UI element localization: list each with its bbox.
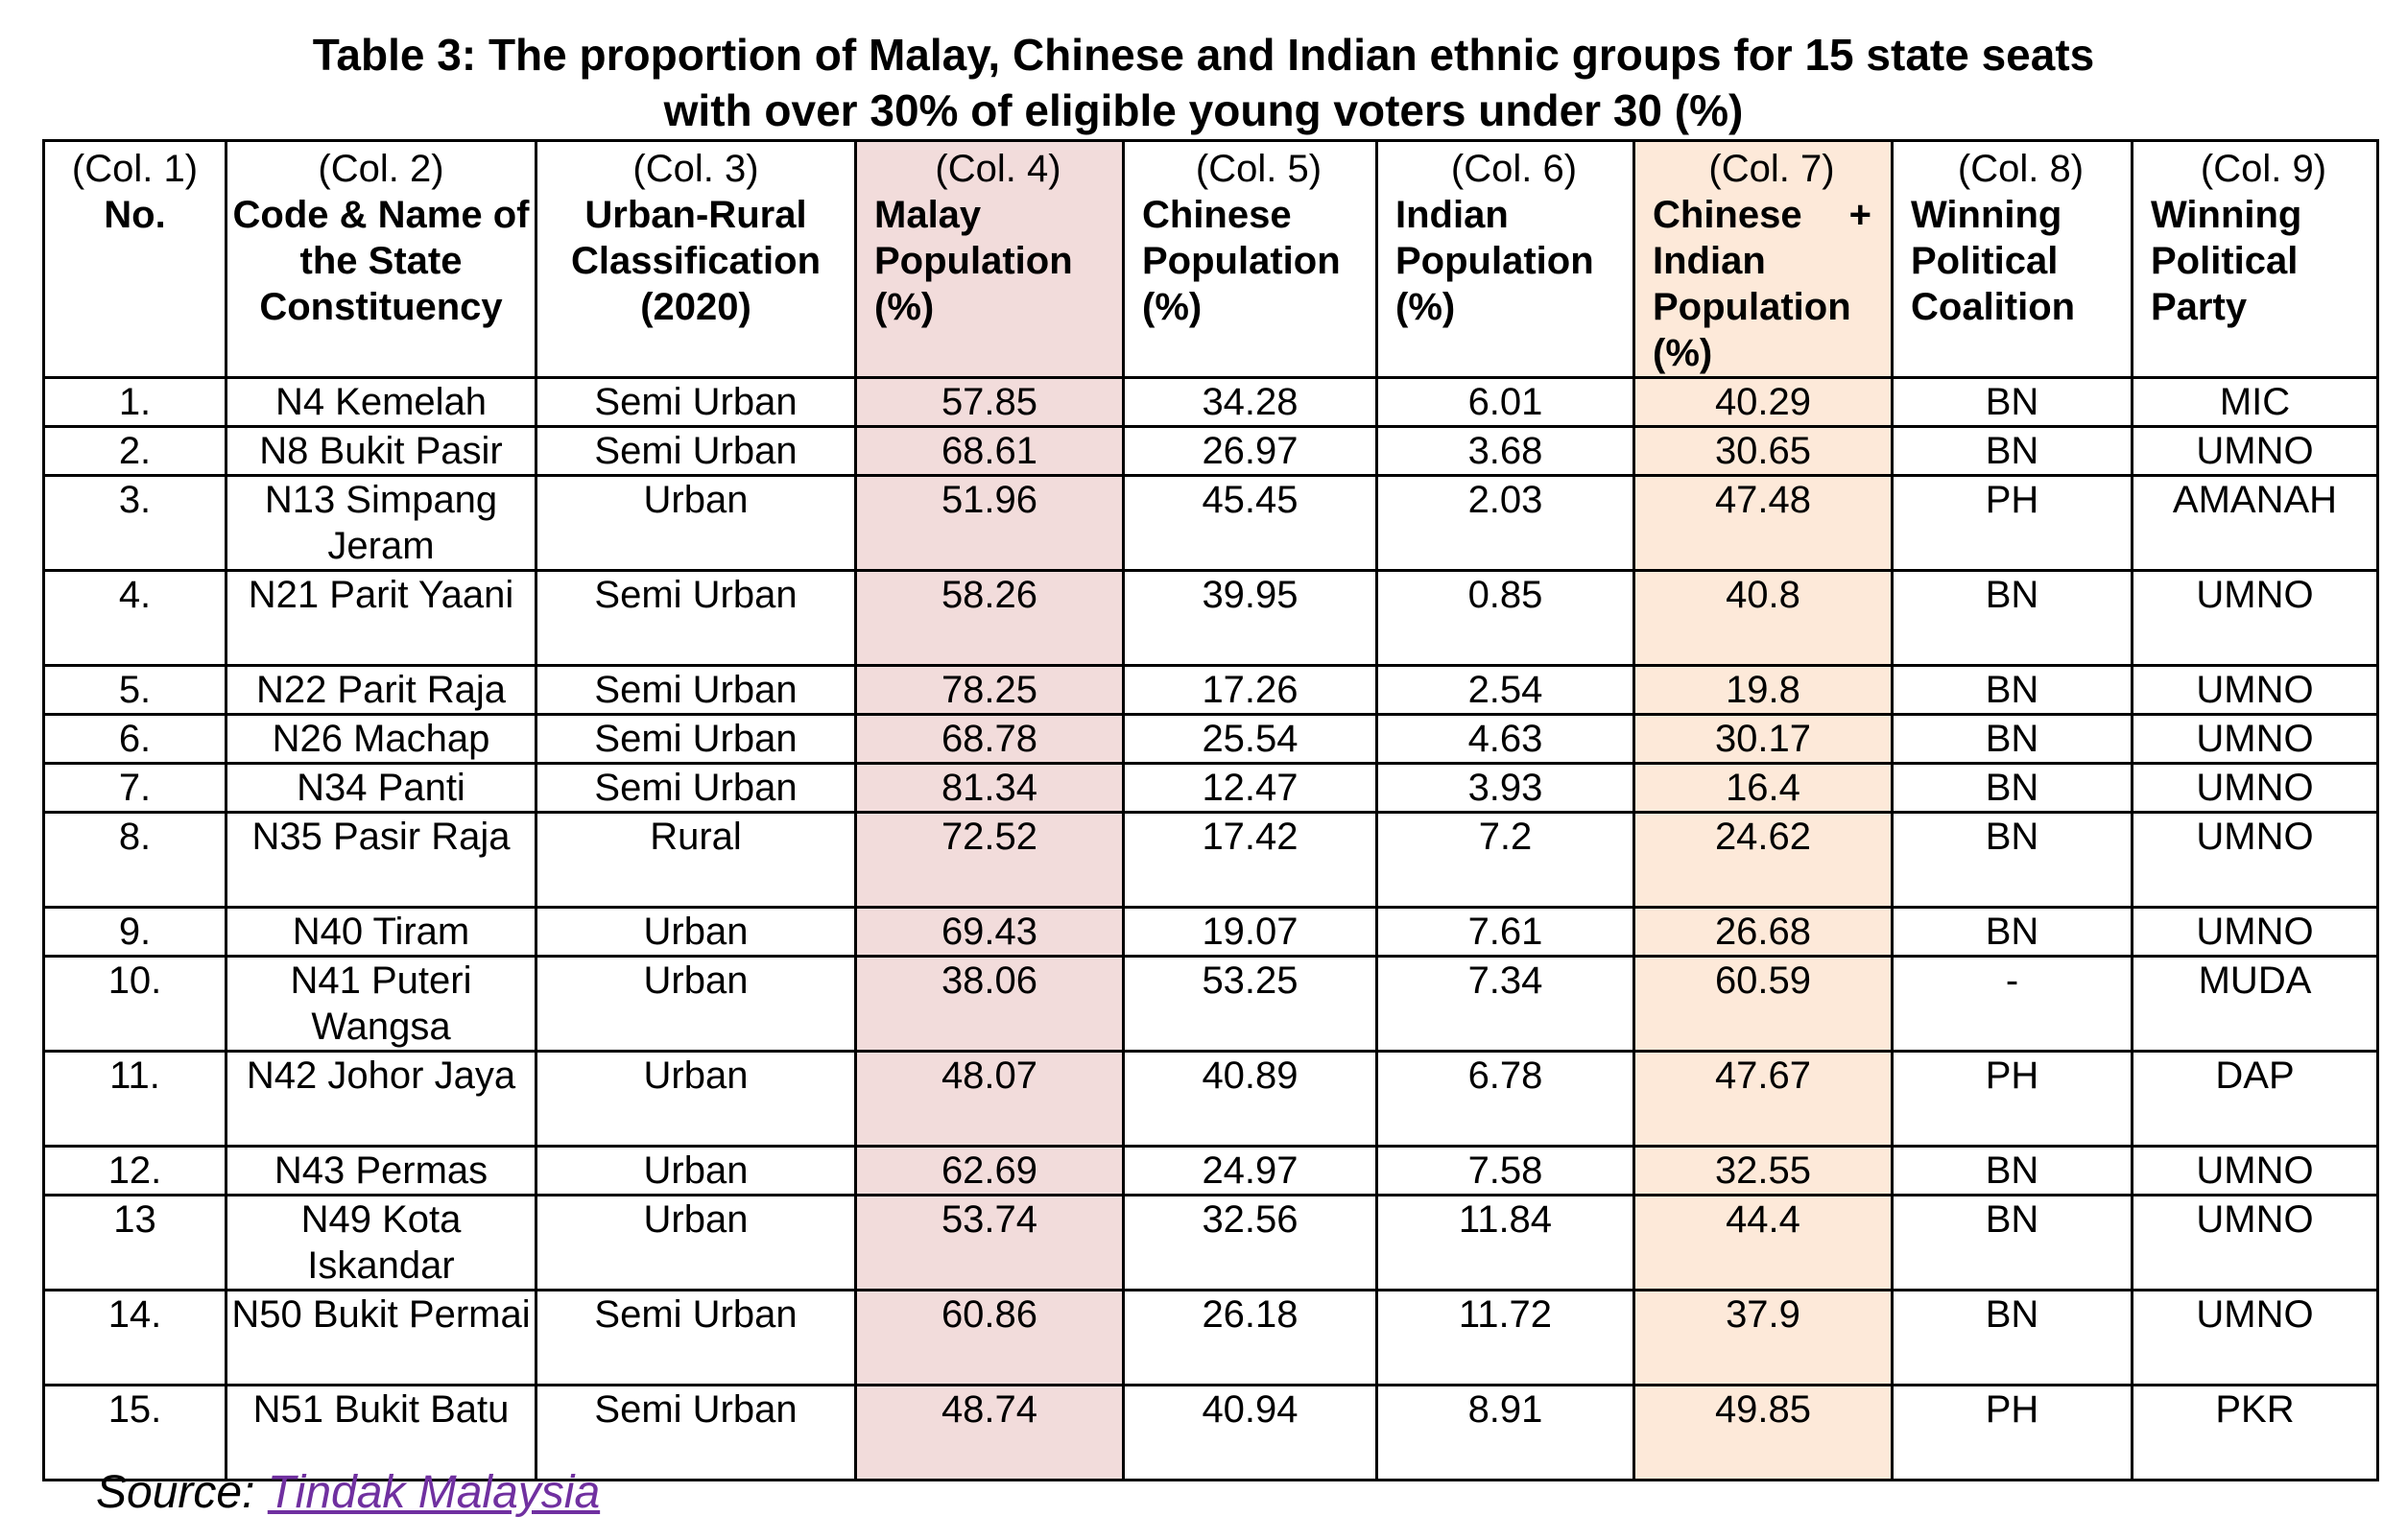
table-cell-col-4: 68.78 [856,715,1124,764]
table-cell-col-8: BN [1893,764,2133,813]
table-cell-col-4: 48.07 [856,1052,1124,1147]
table-row [44,715,2378,764]
table-cell-col-7: 44.4 [1634,1196,1893,1291]
table-cell-col-1: 11. [44,1052,226,1147]
table-cell-col-3: Semi Urban [536,764,856,813]
header-col-name: Chinese Population (%) [1142,194,1341,328]
table-cell-col-9: UMNO [2133,813,2378,908]
table-cell-col-9: UMNO [2133,908,2378,957]
header-col-9 [2133,141,2378,378]
source-link[interactable]: Tindak Malaysia [267,1467,601,1518]
table-cell-col-3: Semi Urban [536,666,856,715]
header-col-number: (Col. 5) [1195,148,1323,190]
table-row [44,476,2378,571]
table-cell-col-6: 6.78 [1377,1052,1634,1147]
table-cell-col-9: MIC [2133,378,2378,427]
table-cell-col-7: 24.62 [1634,813,1893,908]
table-cell-col-6: 2.03 [1377,476,1634,571]
table-cell-col-4: 48.74 [856,1386,1124,1481]
table-cell-col-8: PH [1893,1052,2133,1147]
table-cell-col-6: 11.72 [1377,1291,1634,1386]
table-cell-col-4: 78.25 [856,666,1124,715]
table-cell-col-6: 2.54 [1377,666,1634,715]
header-col-number: (Col. 9) [2200,148,2327,190]
header-col-name: Winning Political Coalition [1911,194,2076,328]
table-cell-col-1: 4. [44,571,226,666]
table-cell-col-1: 9. [44,908,226,957]
table-cell-col-3: Urban [536,1147,856,1196]
table-cell-col-5: 45.45 [1124,476,1377,571]
table-cell-col-9: UMNO [2133,1147,2378,1196]
table-cell-col-7: 30.65 [1634,427,1893,476]
table-cell-col-5: 34.28 [1124,378,1377,427]
table-cell-col-8: BN [1893,666,2133,715]
table-cell-col-8: BN [1893,1147,2133,1196]
table-cell-col-1: 10. [44,957,226,1052]
table-cell-col-5: 40.94 [1124,1386,1377,1481]
header-col-4 [856,141,1124,378]
table-cell-col-8: BN [1893,908,2133,957]
table-cell-col-3: Semi Urban [536,1386,856,1481]
table-cell-col-3: Semi Urban [536,378,856,427]
table-cell-col-3: Urban [536,1196,856,1291]
table-cell-col-5: 17.26 [1124,666,1377,715]
table-cell-col-9: UMNO [2133,764,2378,813]
table-cell-col-2: N26 Machap [226,715,536,764]
table-cell-col-2: N8 Bukit Pasir [226,427,536,476]
table-cell-col-5: 24.97 [1124,1147,1377,1196]
table-cell-col-1: 2. [44,427,226,476]
table-cell-col-2: N43 Permas [226,1147,536,1196]
table-cell-col-3: Urban [536,957,856,1052]
table-cell-col-9: PKR [2133,1386,2378,1481]
table-cell-col-9: UMNO [2133,1196,2378,1291]
table-cell-col-5: 17.42 [1124,813,1377,908]
table-body [44,378,2378,1481]
table-cell-col-4: 51.96 [856,476,1124,571]
table-row [44,1052,2378,1147]
header-col-name-line-1 [1653,192,1891,238]
header-col-number: (Col. 7) [1708,148,1835,190]
table-cell-col-1: 6. [44,715,226,764]
table-cell-col-3: Rural [536,813,856,908]
table-cell-col-6: 0.85 [1377,571,1634,666]
table-cell-col-2: N35 Pasir Raja [226,813,536,908]
table-cell-col-9: UMNO [2133,571,2378,666]
table-row [44,764,2378,813]
header-col-name: Urban-Rural Classification (2020) [570,194,822,328]
table-cell-col-4: 69.43 [856,908,1124,957]
table-cell-col-3: Semi Urban [536,1291,856,1386]
table-cell-col-2: N51 Bukit Batu [226,1386,536,1481]
source-label: Source: [96,1467,255,1518]
table-cell-col-6: 8.91 [1377,1386,1634,1481]
table-cell-col-4: 72.52 [856,813,1124,908]
header-col-name: Malay Population (%) [874,194,1073,328]
header-col-number: (Col. 8) [1957,148,2085,190]
table-cell-col-4: 53.74 [856,1196,1124,1291]
table-cell-col-4: 62.69 [856,1147,1124,1196]
table-cell-col-4: 57.85 [856,378,1124,427]
table-cell-col-1: 3. [44,476,226,571]
header-col-number: (Col. 1) [71,148,199,190]
table-cell-col-8: PH [1893,476,2133,571]
header-col-number: (Col. 6) [1450,148,1578,190]
table-cell-col-8: BN [1893,427,2133,476]
table-cell-col-5: 39.95 [1124,571,1377,666]
table-cell-col-7: 60.59 [1634,957,1893,1052]
header-col-3 [536,141,856,378]
table-cell-col-9: UMNO [2133,1291,2378,1386]
table-cell-col-7: 26.68 [1634,908,1893,957]
table-cell-col-9: UMNO [2133,715,2378,764]
table-cell-col-7: 37.9 [1634,1291,1893,1386]
table-cell-col-4: 38.06 [856,957,1124,1052]
header-col-name: No. [104,194,166,236]
table-cell-col-1: 12. [44,1147,226,1196]
table-cell-col-7: 40.29 [1634,378,1893,427]
table-cell-col-2: N4 Kemelah [226,378,536,427]
table-row [44,1147,2378,1196]
table-cell-col-2: N49 Kota Iskandar [226,1196,536,1291]
table-cell-col-8: BN [1893,715,2133,764]
table-cell-col-7: 47.48 [1634,476,1893,571]
table-cell-col-9: UMNO [2133,427,2378,476]
table-cell-col-4: 68.61 [856,427,1124,476]
table-cell-col-7: 49.85 [1634,1386,1893,1481]
table-cell-col-1: 7. [44,764,226,813]
table-cell-col-5: 26.18 [1124,1291,1377,1386]
table-cell-col-3: Semi Urban [536,427,856,476]
table-row [44,1196,2378,1291]
header-col-7 [1634,141,1893,378]
table-row [44,571,2378,666]
header-col-number: (Col. 3) [632,148,759,190]
table-row [44,666,2378,715]
table-cell-col-2: N42 Johor Jaya [226,1052,536,1147]
plus-sign: + [1848,194,1871,236]
table-cell-col-7: 30.17 [1634,715,1893,764]
data-table [42,139,2379,1481]
table-cell-col-3: Semi Urban [536,715,856,764]
table-cell-col-7: 16.4 [1634,764,1893,813]
table-cell-col-9: MUDA [2133,957,2378,1052]
table-cell-col-6: 4.63 [1377,715,1634,764]
table-row [44,378,2378,427]
table-cell-col-4: 60.86 [856,1291,1124,1386]
table-cell-col-3: Urban [536,476,856,571]
table-cell-col-3: Urban [536,1052,856,1147]
header-col-name-chinese: Chinese [1653,194,1802,236]
table-cell-col-8: BN [1893,378,2133,427]
table-cell-col-6: 11.84 [1377,1196,1634,1291]
table-cell-col-1: 15. [44,1386,226,1481]
table-cell-col-1: 5. [44,666,226,715]
table-cell-col-8: - [1893,957,2133,1052]
table-cell-col-2: N22 Parit Raja [226,666,536,715]
table-cell-col-3: Urban [536,908,856,957]
header-col-name: Winning Political Party [2151,194,2302,328]
table-cell-col-2: N21 Parit Yaani [226,571,536,666]
table-cell-col-1: 8. [44,813,226,908]
table-cell-col-2: N41 Puteri Wangsa [226,957,536,1052]
header-col-name: Indian Population (%) [1395,194,1594,328]
table-cell-col-7: 47.67 [1634,1052,1893,1147]
table-cell-col-5: 32.56 [1124,1196,1377,1291]
header-col-8 [1893,141,2133,378]
table-cell-col-5: 26.97 [1124,427,1377,476]
table-cell-col-8: BN [1893,1196,2133,1291]
header-col-5 [1124,141,1377,378]
header-col-number: (Col. 4) [935,148,1061,190]
table-cell-col-6: 7.58 [1377,1147,1634,1196]
header-col-name: Code & Name of the State Constituency [232,194,530,328]
header-col-6 [1377,141,1634,378]
table-cell-col-2: N40 Tiram [226,908,536,957]
table-cell-col-7: 19.8 [1634,666,1893,715]
table-cell-col-9: AMANAH [2133,476,2378,571]
table-cell-col-5: 19.07 [1124,908,1377,957]
table-cell-col-6: 7.61 [1377,908,1634,957]
table-cell-col-7: 32.55 [1634,1147,1893,1196]
table-cell-col-6: 6.01 [1377,378,1634,427]
table-cell-col-6: 7.34 [1377,957,1634,1052]
table-row [44,908,2378,957]
table-cell-col-3: Semi Urban [536,571,856,666]
table-cell-col-9: UMNO [2133,666,2378,715]
table-cell-col-1: 14. [44,1291,226,1386]
table-cell-col-4: 58.26 [856,571,1124,666]
table-cell-col-6: 7.2 [1377,813,1634,908]
table-cell-col-2: N50 Bukit Permai [226,1291,536,1386]
table-cell-col-9: DAP [2133,1052,2378,1147]
table-cell-col-8: BN [1893,571,2133,666]
table-cell-col-1: 13 [44,1196,226,1291]
table-cell-col-4: 81.34 [856,764,1124,813]
header-col-number: (Col. 2) [318,148,444,190]
title-line-2: with over 30% of eligible young voters under 30 (%) [663,85,1744,135]
table-cell-col-5: 53.25 [1124,957,1377,1052]
table-cell-col-5: 12.47 [1124,764,1377,813]
header-col-name-line-2: Indian Population (%) [1653,240,1851,374]
table-cell-col-8: PH [1893,1386,2133,1481]
table-cell-col-8: BN [1893,813,2133,908]
table-cell-col-7: 40.8 [1634,571,1893,666]
table-cell-col-2: N34 Panti [226,764,536,813]
table-cell-col-1: 1. [44,378,226,427]
header-col-2 [226,141,536,378]
table-cell-col-8: BN [1893,1291,2133,1386]
table-row [44,427,2378,476]
table-row [44,957,2378,1052]
source-note [96,1466,600,1520]
table-cell-col-6: 3.68 [1377,427,1634,476]
table-cell-col-5: 25.54 [1124,715,1377,764]
table-cell-col-6: 3.93 [1377,764,1634,813]
header-row [44,141,2378,378]
table-cell-col-5: 40.89 [1124,1052,1377,1147]
table-row [44,813,2378,908]
table-title [0,27,2407,138]
table-row [44,1291,2378,1386]
title-line-1: Table 3: The proportion of Malay, Chinese and Indian ethnic groups for 15 state seats [312,30,2095,80]
table-cell-col-2: N13 Simpang Jeram [226,476,536,571]
header-col-1 [44,141,226,378]
